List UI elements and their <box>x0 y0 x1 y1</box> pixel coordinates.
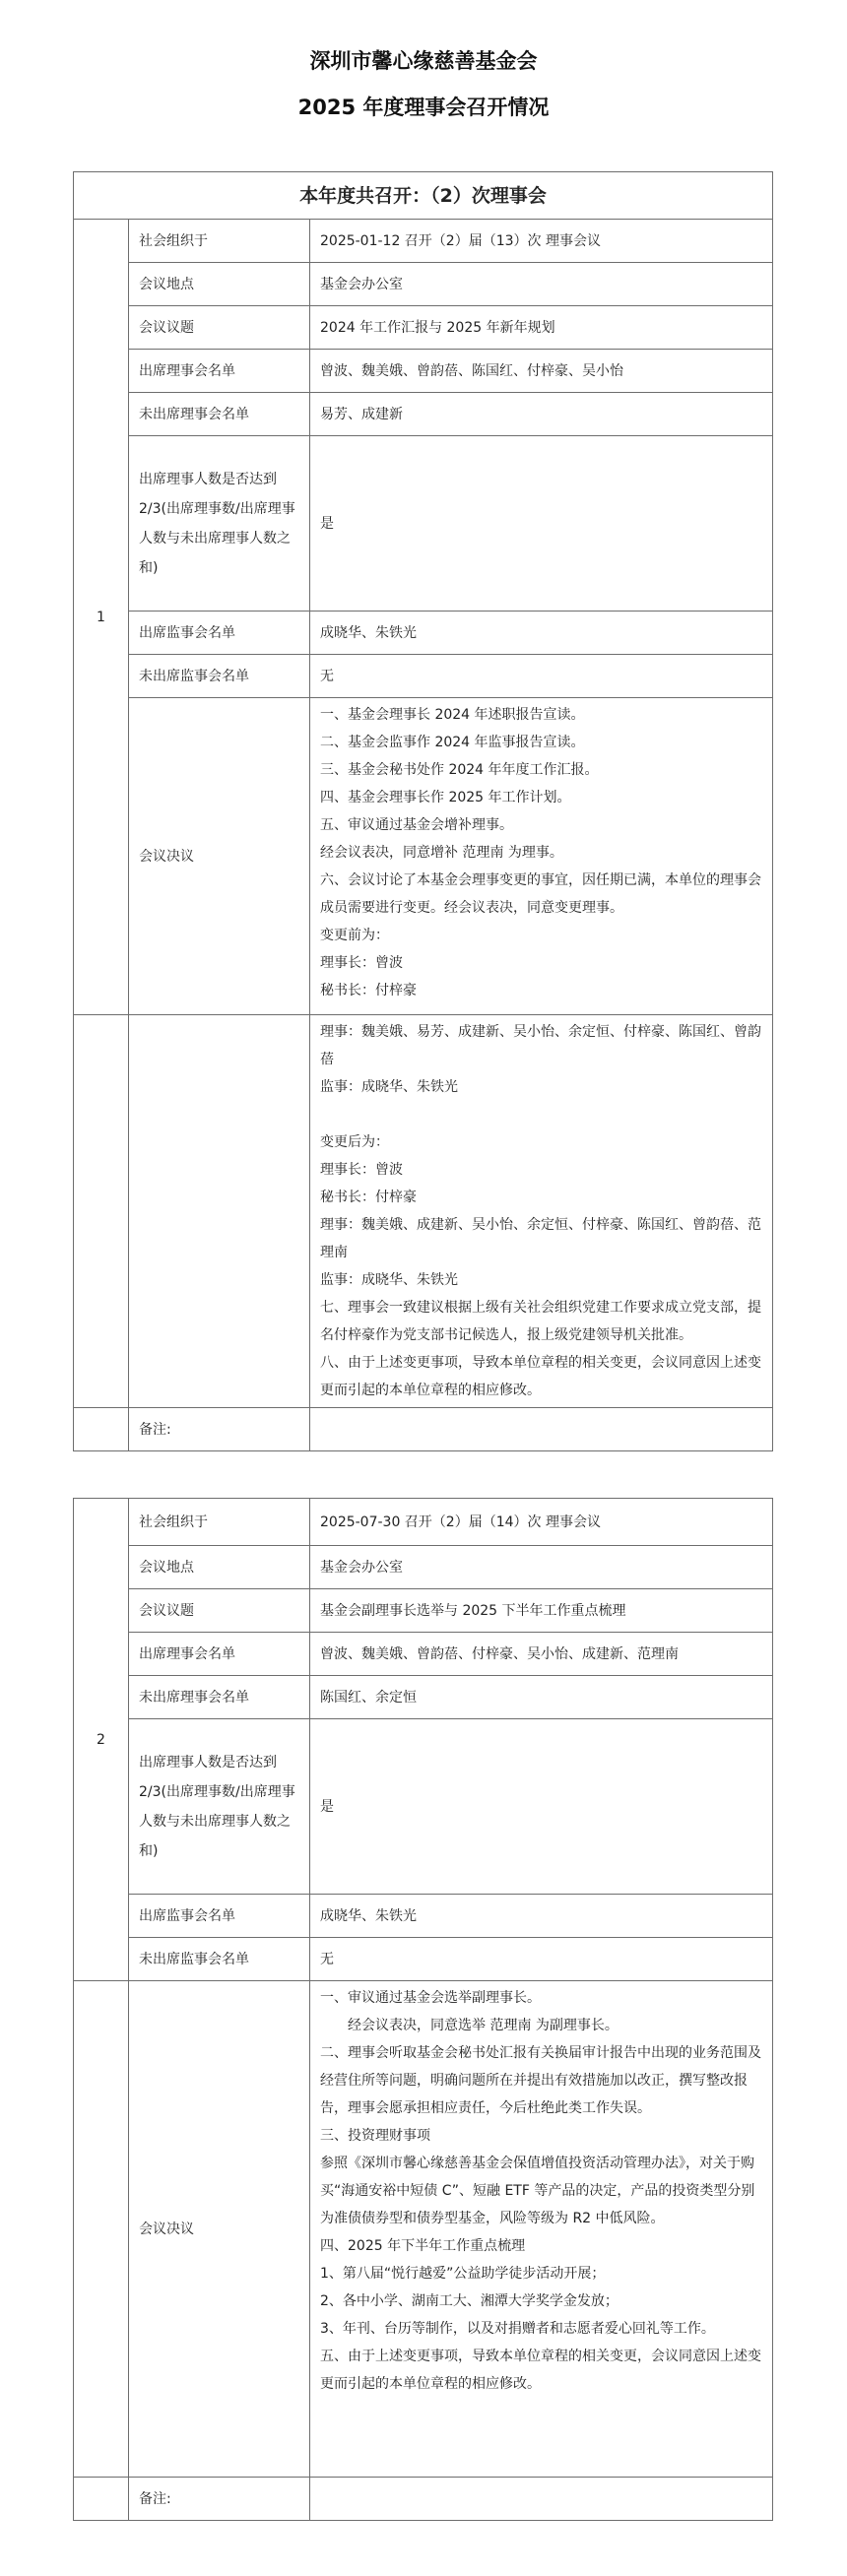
field-label: 未出席监事会名单 <box>129 655 310 698</box>
resolution-line: 三、投资理财事项 <box>320 2128 430 2144</box>
resolution-line: 变更前为： <box>320 928 389 943</box>
resolution-line: 理事：魏美娥、易芳、成建新、吴小怡、余定恒、付梓豪、陈国红、曾韵蓓 <box>320 1024 761 1067</box>
field-value: 成晓华、朱铁光 <box>310 612 773 655</box>
field-value: 基金会副理事长选举与 2025 下半年工作重点梳理 <box>310 1589 773 1633</box>
field-label: 未出席监事会名单 <box>129 1938 310 1981</box>
table-row <box>74 698 773 1015</box>
continuation-number-cell <box>74 1408 129 1451</box>
table-row <box>74 263 773 306</box>
field-value: 成晓华、朱铁光 <box>310 1895 773 1938</box>
field-value: 是 <box>310 1719 773 1895</box>
field-value: 2025-07-30 召开（2）届（14）次 理事会议 <box>310 1499 773 1546</box>
field-label: 未出席理事会名单 <box>129 1676 310 1719</box>
continuation-number-cell <box>74 1981 129 2478</box>
resolution-line: 1、第八届“悦行越爱”公益助学徒步活动开展； <box>320 2266 606 2282</box>
table-row <box>74 1676 773 1719</box>
continuation-number-cell <box>74 1015 129 1408</box>
table-row <box>74 612 773 655</box>
resolution-line: 理事长：曾波 <box>320 955 403 971</box>
field-value: 易芳、成建新 <box>310 393 773 436</box>
resolution-line: 监事：成晓华、朱铁光 <box>320 1272 458 1288</box>
resolution-line: 四、基金会理事长作 2025 年工作计划。 <box>320 790 571 805</box>
summary-row <box>74 172 773 220</box>
resolution-line: 2、各中小学、湖南工大、湘潭大学奖学金发放； <box>320 2293 619 2309</box>
resolution-line: 理事：魏美娥、成建新、吴小怡、余定恒、付梓豪、陈国红、曾韵蓓、范理南 <box>320 1217 761 1260</box>
field-label: 会议议题 <box>129 1589 310 1633</box>
table-row <box>74 1499 773 1546</box>
resolution-line: 二、基金会监事作 2024 年监事报告宣读。 <box>320 735 585 750</box>
field-label: 未出席理事会名单 <box>129 393 310 436</box>
resolution-line: 一、基金会理事长 2024 年述职报告宣读。 <box>320 707 585 723</box>
meeting-table-2 <box>73 1498 773 2521</box>
field-label: 社会组织于 <box>129 1499 310 1546</box>
resolution-line: 五、由于上述变更事项，导致本单位章程的相关变更，会议同意因上述变更而引起的本单位章程的相应修改。 <box>320 2349 761 2392</box>
field-value: 曾波、魏美娥、曾韵蓓、陈国红、付梓豪、吴小怡 <box>310 350 773 393</box>
field-label: 出席理事会名单 <box>129 1633 310 1676</box>
field-value: 无 <box>310 1938 773 1981</box>
field-label: 会议决议 <box>129 1981 310 2478</box>
field-label: 出席理事人数是否达到2/3(出席理事数/出席理事人数与未出席理事人数之和) <box>129 436 310 612</box>
field-label: 社会组织于 <box>129 220 310 263</box>
field-label: 出席理事会名单 <box>129 350 310 393</box>
resolution-line <box>320 1101 762 1128</box>
field-value <box>310 2478 773 2521</box>
field-value: 陈国红、余定恒 <box>310 1676 773 1719</box>
resolution-text <box>310 1981 773 2478</box>
table-row <box>74 1633 773 1676</box>
document-subtitle: 2025 年度理事会召开情况 <box>297 96 550 119</box>
resolution-line: 六、会议讨论了本基金会理事变更的事宜，因任期已满，本单位的理事会成员需要进行变更。经会议表决，同意变更理事。 <box>320 872 761 916</box>
resolution-line: 经会议表决，同意选举 范理南 为副理事长。 <box>320 2018 619 2033</box>
resolution-line: 经会议表决，同意增补 范理南 为理事。 <box>320 845 563 861</box>
continuation-label-cell <box>129 1015 310 1408</box>
field-value: 基金会办公室 <box>310 1546 773 1589</box>
table-row <box>74 1546 773 1589</box>
field-value: 是 <box>310 436 773 612</box>
field-value: 2024 年工作汇报与 2025 年新年规划 <box>310 306 773 350</box>
document-title: 深圳市馨心缘慈善基金会 <box>309 49 538 73</box>
field-label: 会议地点 <box>129 1546 310 1589</box>
field-label: 会议议题 <box>129 306 310 350</box>
table-row <box>74 1408 773 1451</box>
table-row <box>74 1719 773 1895</box>
resolution-line: 四、2025 年下半年工作重点梳理 <box>320 2238 526 2254</box>
table-row <box>74 655 773 698</box>
resolution-text <box>310 698 773 1015</box>
field-value <box>310 1408 773 1451</box>
field-label: 会议决议 <box>129 698 310 1015</box>
field-label: 出席监事会名单 <box>129 1895 310 1938</box>
resolution-line: 秘书长：付梓豪 <box>320 1190 417 1205</box>
field-label: 会议地点 <box>129 263 310 306</box>
resolution-line: 一、审议通过基金会选举副理事长。 <box>320 1990 541 2006</box>
resolution-line: 秘书长：付梓豪 <box>320 983 417 998</box>
resolution-line: 理事长：曾波 <box>320 1162 403 1178</box>
table-row <box>74 220 773 263</box>
continuation-number-cell <box>74 2478 129 2521</box>
field-label: 备注: <box>129 1408 310 1451</box>
resolution-line: 五、审议通过基金会增补理事。 <box>320 817 513 833</box>
table-row <box>74 436 773 612</box>
resolution-line: 三、基金会秘书处作 2024 年年度工作汇报。 <box>320 762 599 778</box>
resolution-line: 监事：成晓华、朱铁光 <box>320 1079 458 1095</box>
summary-header: 本年度共召开：（2）次理事会 <box>74 172 773 220</box>
field-value: 基金会办公室 <box>310 263 773 306</box>
resolution-line: 二、理事会听取基金会秘书处汇报有关换届审计报告中出现的业务范围及经营住所等问题，明确问题所在并提出有效措施加以改正，撰写整改报告，理事会愿承担相应责任，今后杜绝此类工作失误。 <box>320 2045 761 2116</box>
meeting-table-1 <box>73 171 773 1451</box>
field-value: 2025-01-12 召开（2）届（13）次 理事会议 <box>310 220 773 263</box>
meeting-number: 1 <box>74 220 129 1015</box>
field-label: 出席监事会名单 <box>129 612 310 655</box>
table-row <box>74 1895 773 1938</box>
resolution-line: 七、理事会一致建议根据上级有关社会组织党建工作要求成立党支部，提名付梓豪作为党支部书记候选人，报上级党建领导机关批准。 <box>320 1300 761 1343</box>
resolution-line: 3、年刊、台历等制作，以及对捐赠者和志愿者爱心回礼等工作。 <box>320 2321 715 2337</box>
field-value: 无 <box>310 655 773 698</box>
table-row <box>74 306 773 350</box>
table-row <box>74 393 773 436</box>
meeting-number: 2 <box>74 1499 129 1981</box>
resolution-line: 八、由于上述变更事项，导致本单位章程的相关变更，会议同意因上述变更而引起的本单位章程的相应修改。 <box>320 1355 761 1398</box>
field-label: 出席理事人数是否达到2/3(出席理事数/出席理事人数与未出席理事人数之和) <box>129 1719 310 1895</box>
table-row <box>74 350 773 393</box>
table-row <box>74 1589 773 1633</box>
resolution-text-continued <box>310 1015 773 1408</box>
table-row <box>74 1938 773 1981</box>
field-label: 备注: <box>129 2478 310 2521</box>
field-value: 曾波、魏美娥、曾韵蓓、付梓豪、吴小怡、成建新、范理南 <box>310 1633 773 1676</box>
table-row <box>74 2478 773 2521</box>
table-row <box>74 1981 773 2478</box>
resolution-line: 参照《深圳市馨心缘慈善基金会保值增值投资活动管理办法》，对关于购买“海通安裕中短债 C”、短融 ETF 等产品的决定，产品的投资类型分别为准债债券型和债券型基金，风险等级为 R2 中低风险。 <box>320 2156 755 2226</box>
resolution-line: 变更后为： <box>320 1134 389 1150</box>
table-row <box>74 1015 773 1408</box>
